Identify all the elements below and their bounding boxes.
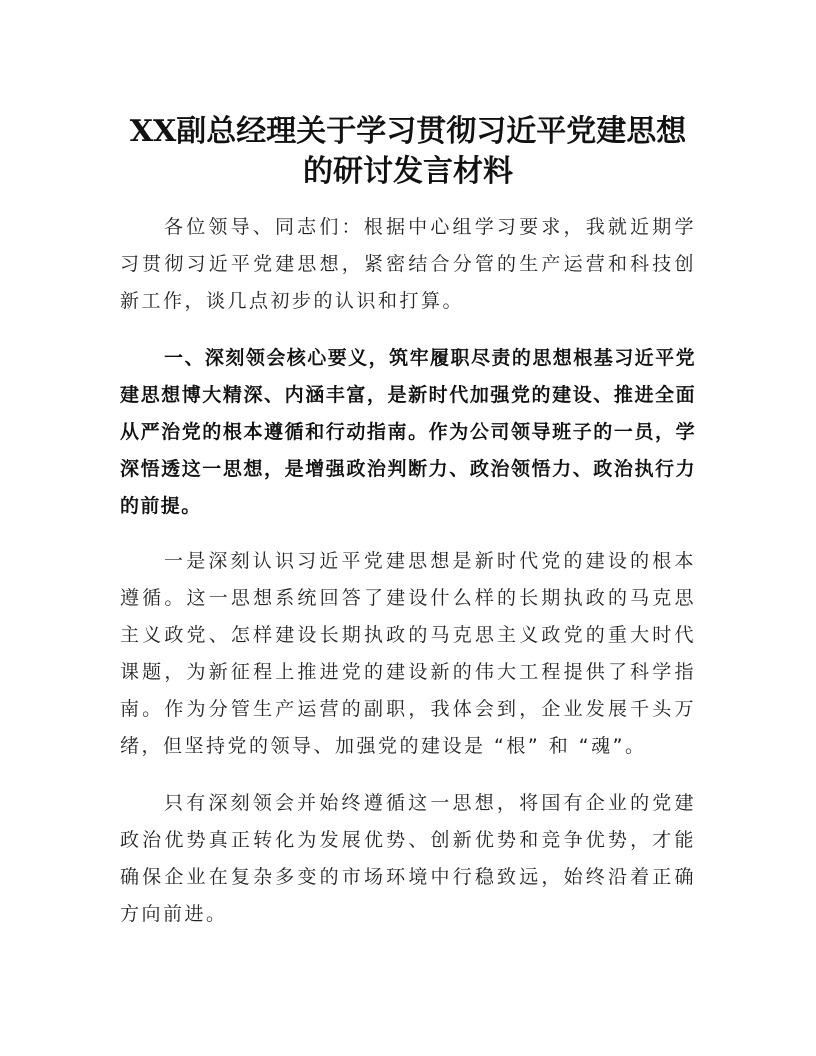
paragraph-conclusion: 只有深刻领会并始终遵循这一思想，将国有企业的党建政治优势真正转化为发展优势、创新优势和竞争优势，才能确保企业在复杂多变的市场环境中行稳致远，始终沿着正确方向前进。	[120, 792, 696, 925]
paragraph-section-heading: 一、深刻领会核心要义，筑牢履职尽责的思想根基习近平党建思想博大精深、内涵丰富，是新时代加强党的建设、推进全面从严治党的根本遵循和行动指南。作为公司领导班子的一员，学深悟透这一思想，是增强政治判断力、政治领悟力、政治执行力的前提。	[120, 347, 696, 517]
paragraph-greeting: 各位领导、同志们：根据中心组学习要求，我就近期学习贯彻习近平党建思想，紧密结合分管的生产运营和科技创新工作，谈几点初步的认识和打算。	[120, 216, 696, 312]
title-line-2: 的研讨发言材料	[303, 154, 513, 189]
paragraph-point-one: 一是深刻认识习近平党建思想是新时代党的建设的根本遵循。这一思想系统回答了建设什么样的长期执政的马克思主义政党、怎样建设长期执政的马克思主义政党的重大时代课题，为新征程上推进党的建设新的伟大工程提供了科学指南。作为分管生产运营的副职，我体会到，企业发展千头万绪，但坚持党的领导、加强党的建设是 “根” 和 “魂”。	[120, 550, 696, 757]
title-line-1: XX副总经理关于学习贯彻习近平党建思想	[129, 114, 687, 149]
document-title	[110, 112, 706, 192]
